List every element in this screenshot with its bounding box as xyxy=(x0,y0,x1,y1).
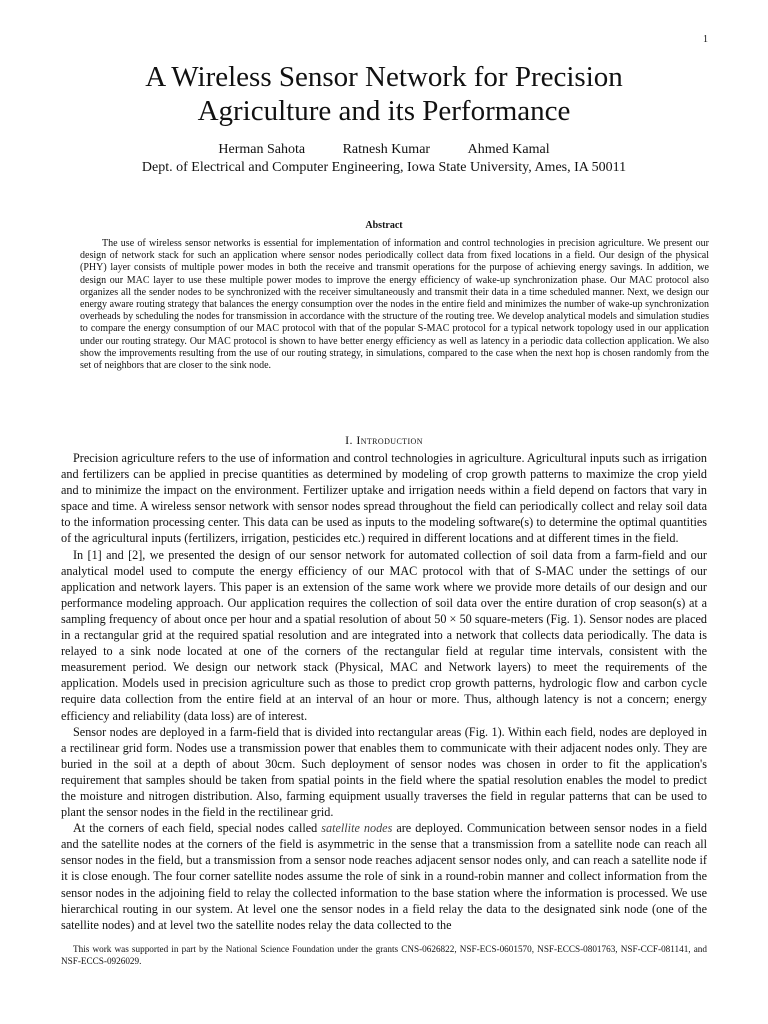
author-name: Ahmed Kamal xyxy=(467,142,550,157)
abstract-text: The use of wireless sensor networks is essential for implementation of information and control technologies in precision agriculture. We present our design of network stack for such an application where sensor nodes periodically collect data from fixed locations in a field. Our design of the physical (PHY) layer consists of multiple power modes in both the receive and transmit operations for the purpose of achieving energy savings. In addition, we design our MAC layer to use these multiple power modes to improve the energy efficiency of wake-up synchronization phase. Our MAC protocol also organizes all the sender nodes to be synchronized with the receiver simultaneously and transmit their data in a time scheduled manner. Next, we design our energy aware routing strategy that balances the energy consumption over the nodes in the entire field and minimizes the number of wake-up synchronization overheads by scheduling the nodes for transmission in accordance with the structure of the routing tree. We develop analytical models and simulation studies to compare the energy consumption of our MAC protocol with that of the popular S-MAC protocol for a typical network topology used in our application under our routing strategy. Our MAC protocol is shown to have better energy efficiency as well as latency in a periodic data collection application. We also show the improvements resulting from the use of our routing strategy, in simulations, compared to the case when the next hop is chosen randomly from the set of neighbors that are closer to the sink node. xyxy=(80,238,709,372)
author-list xyxy=(0,142,768,158)
paragraph: Sensor nodes are deployed in a farm-field that is divided into rectangular areas (Fig. 1). Within each field, nodes are deployed in a rectilinear grid form. Nodes use a transmission power that enables them to communicate with their adjacent nodes only. They are buried in the soil at a depth of about 30cm. Such deployment of sensor nodes was chosen in order to fit the application's requirement that samples should be taken from spatial points in the field where the spatial resolution enables the model to predict the moisture and nitrogen distribution. Also, farming equipment usually traverses the field in regular patterns that can be used to plant the sensor nodes in the field in the rectilinear grid. xyxy=(61,724,707,820)
affiliation: Dept. of Electrical and Computer Engineering, Iowa State University, Ames, IA 50011 xyxy=(141,160,627,175)
paragraph: In [1] and [2], we presented the design of our sensor network for automated collection of soil data from a farm-field and our analytical model used to compute the energy efficiency of our MAC protocol with that of S-MAC under the settings of our application and network layers. This paper is an extension of the same work where we provide more details of our design and our performance modeling approach. Our application requires the collection of soil data over the entire duration of crop season(s) at a sampling frequency of about once per hour and a spatial resolution of about 50 × 50 square-meters (Fig. 1). Sensor nodes are placed in a rectangular grid at the required spatial resolution and are integrated into a network that collects data periodically. The data is relayed to a sink node located at one of the corners of the rectangular field at regular time intervals, consistent with the measurement period. We design our network stack (Physical, MAC and Network layers) to meet the requirements of the application. Models used in precision agriculture such as those to predict crop growth patterns, hydrologic flow and carbon cycle require data collection from the entire field at an interval of an hour or more. Thus, although latency is not a concern; energy efficiency and reliability (data loss) are of interest. xyxy=(61,547,707,723)
paragraph-text: At the corners of each field, special nodes called xyxy=(73,821,322,836)
author-name: Herman Sahota xyxy=(218,142,306,157)
emphasized-term: satellite nodes xyxy=(321,821,393,836)
paragraph xyxy=(61,820,707,933)
body-text xyxy=(61,450,707,933)
title-line-2: Agriculture and its Performance xyxy=(197,95,571,127)
page-number: 1 xyxy=(703,34,708,45)
author-name: Ratnesh Kumar xyxy=(342,142,431,157)
section-title: Introduction xyxy=(356,433,423,447)
footnote: This work was supported in part by the National Science Foundation under the grants CNS-0626822, NSF-ECS-0601570, NSF-ECCS-0801763, NSF-CCF-081141, and NSF-ECCS-0926029. xyxy=(61,944,707,966)
section-heading xyxy=(0,433,768,448)
paragraph-text: are deployed. Communication between sensor nodes in a field and the satellite nodes at the corners of the field is asymmetric in the sense that a transmission from a satellite node can reach all sensor nodes in the field, but a transmission from a sensor node reaches adjacent sensor nodes only, and can reach a satellite node if it is close enough. The four corner satellite nodes assume the role of sink in a round-robin manner and collect information from the sensor nodes in the adjoining field to relay the collected information to the base station where the information is processed. We use hierarchical routing in our system. At level one the sensor nodes in a field relay the data to the designated sink node (one of the satellite nodes) and at level two the satellite nodes relay the data collected to the xyxy=(61,821,707,932)
paragraph: Precision agriculture refers to the use of information and control technologies in agriculture. Agricultural inputs such as irrigation and fertilizers can be applied in precise quantities as determined by modeling of crop growth patterns to maximize the crop yield and to minimize the impact on the environment. Fertilizer uptake and irrigation needs within a field depend on factors that vary in space and time. A wireless sensor network with sensor nodes spread throughout the field can periodically collect and relay soil data to the information processing center. This data can be used as inputs to the modeling software(s) to determine the optimal quantities of the agricultural inputs (fertilizers, irrigation, pesticides etc.) required in different locations and at different times in the field. xyxy=(61,451,707,546)
abstract-heading: Abstract xyxy=(365,220,403,231)
section-number: I. xyxy=(345,433,353,447)
title-line-1: A Wireless Sensor Network for Precision xyxy=(145,61,623,93)
paper-title xyxy=(0,60,768,128)
